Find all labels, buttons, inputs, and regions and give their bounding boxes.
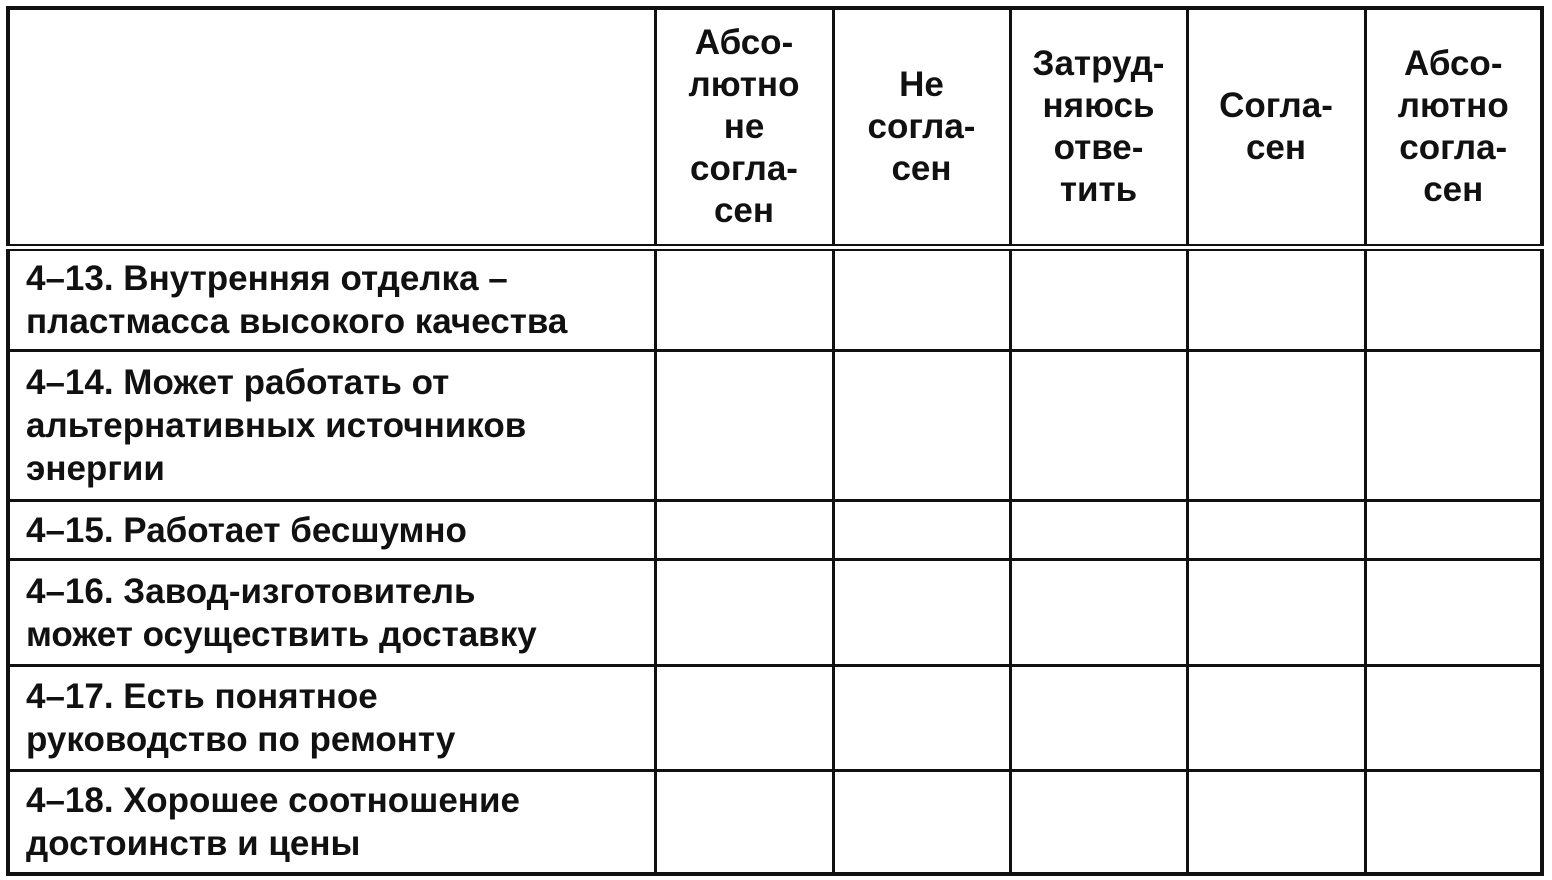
answer-cell-strongly-agree[interactable] bbox=[1365, 350, 1542, 500]
column-header-strongly-agree: Абсо- лютно согла- сен bbox=[1365, 8, 1542, 247]
answer-cell-agree[interactable] bbox=[1187, 665, 1365, 770]
answer-cell-undecided[interactable] bbox=[1010, 771, 1187, 874]
answer-cell-agree[interactable] bbox=[1187, 771, 1365, 874]
answer-cell-agree[interactable] bbox=[1187, 247, 1365, 350]
item-label: 4–18. Хорошее соотношение достоинств и цены bbox=[8, 771, 655, 874]
answer-cell-strongly-disagree[interactable] bbox=[655, 771, 833, 874]
answer-cell-strongly-agree[interactable] bbox=[1365, 500, 1542, 560]
answer-cell-strongly-disagree[interactable] bbox=[655, 247, 833, 350]
answer-cell-disagree[interactable] bbox=[833, 350, 1010, 500]
answer-cell-agree[interactable] bbox=[1187, 560, 1365, 665]
header-blank-cell bbox=[8, 8, 655, 247]
table-row bbox=[8, 500, 1542, 560]
item-label: 4–15. Работает бесшумно bbox=[8, 500, 655, 560]
table-row bbox=[8, 665, 1542, 770]
answer-cell-strongly-agree[interactable] bbox=[1365, 247, 1542, 350]
header-row bbox=[8, 8, 1542, 247]
table-row bbox=[8, 247, 1542, 350]
answer-cell-disagree[interactable] bbox=[833, 560, 1010, 665]
item-label: 4–13. Внутренняя отделка – пластмасса высокого качества bbox=[8, 247, 655, 350]
answer-cell-undecided[interactable] bbox=[1010, 665, 1187, 770]
answer-cell-disagree[interactable] bbox=[833, 665, 1010, 770]
answer-cell-disagree[interactable] bbox=[833, 771, 1010, 874]
column-header-strongly-disagree: Абсо- лютно не согла- сен bbox=[655, 8, 833, 247]
table-row bbox=[8, 350, 1542, 500]
answer-cell-undecided[interactable] bbox=[1010, 350, 1187, 500]
answer-cell-undecided[interactable] bbox=[1010, 247, 1187, 350]
answer-cell-strongly-disagree[interactable] bbox=[655, 560, 833, 665]
table-row bbox=[8, 560, 1542, 665]
answer-cell-strongly-agree[interactable] bbox=[1365, 771, 1542, 874]
answer-cell-strongly-agree[interactable] bbox=[1365, 560, 1542, 665]
answer-cell-agree[interactable] bbox=[1187, 500, 1365, 560]
answer-cell-strongly-disagree[interactable] bbox=[655, 665, 833, 770]
answer-cell-strongly-agree[interactable] bbox=[1365, 665, 1542, 770]
table-row bbox=[8, 771, 1542, 874]
column-header-disagree: Не согла- сен bbox=[833, 8, 1010, 247]
answer-cell-strongly-disagree[interactable] bbox=[655, 350, 833, 500]
answer-cell-disagree[interactable] bbox=[833, 500, 1010, 560]
survey-table bbox=[6, 6, 1544, 876]
item-label: 4–16. Завод-изготовитель может осуществить доставку bbox=[8, 560, 655, 665]
column-header-agree: Согла- сен bbox=[1187, 8, 1365, 247]
answer-cell-undecided[interactable] bbox=[1010, 500, 1187, 560]
answer-cell-agree[interactable] bbox=[1187, 350, 1365, 500]
answer-cell-strongly-disagree[interactable] bbox=[655, 500, 833, 560]
answer-cell-undecided[interactable] bbox=[1010, 560, 1187, 665]
item-label: 4–17. Есть понятное руководство по ремонту bbox=[8, 665, 655, 770]
answer-cell-disagree[interactable] bbox=[833, 247, 1010, 350]
column-header-undecided: Затруд- няюсь отве- тить bbox=[1010, 8, 1187, 247]
item-label: 4–14. Может работать от альтернативных источников энергии bbox=[8, 350, 655, 500]
